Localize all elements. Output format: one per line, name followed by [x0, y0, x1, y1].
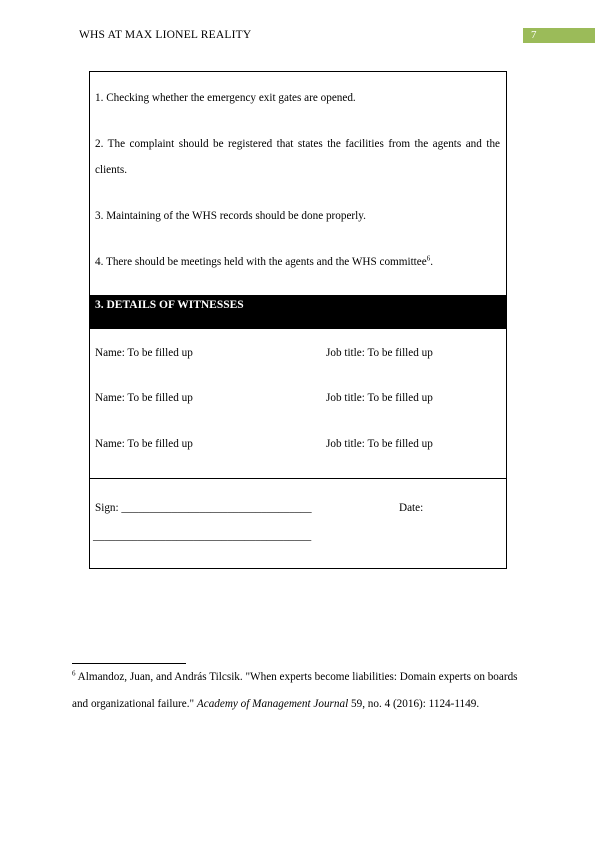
- action-item-4: [95, 249, 500, 275]
- action-item-1: 1. Checking whether the emergency exit gates are opened.: [95, 92, 356, 104]
- form-box: [89, 71, 507, 569]
- witness-2-name: Name: To be filled up: [95, 392, 193, 404]
- sign-line: Sign: __________________________________: [95, 502, 312, 514]
- witness-1-job: Job title: To be filled up: [326, 347, 433, 359]
- running-header-title: WHS AT MAX LIONEL REALITY: [79, 29, 252, 41]
- action-item-3: 3. Maintaining of the WHS records should be done properly.: [95, 210, 366, 222]
- footnote-ref: 6: [426, 254, 431, 263]
- action-item-4-suffix: .: [430, 256, 434, 268]
- signature-second-line: _______________________________________: [93, 530, 312, 542]
- footnote-journal: Academy of Management Journal: [196, 698, 349, 710]
- witness-1-name: Name: To be filled up: [95, 347, 193, 359]
- action-item-2: 2. The complaint should be registered that states the facilities from the agents and the clients.: [95, 138, 500, 176]
- footnote-number: 6: [72, 669, 76, 678]
- divider: [90, 478, 506, 479]
- page-number-badge: 7: [523, 28, 595, 43]
- witness-3-job: Job title: To be filled up: [326, 438, 433, 450]
- date-label: Date:: [399, 502, 424, 514]
- witness-2-job: Job title: To be filled up: [326, 392, 433, 404]
- footnote-text-before: Almandoz, Juan, and András Tilcsik. "When experts become liabilities: Domain experts on boards and organizational failure.": [72, 671, 518, 710]
- action-item-4-text: 4. There should be meetings held with the agents and the WHS committee: [95, 256, 427, 268]
- witness-3-name: Name: To be filled up: [95, 438, 193, 450]
- footnote-text-after: 59, no. 4 (2016): 1124-1149.: [348, 698, 480, 710]
- footnote: [72, 664, 524, 718]
- section-header-witnesses: 3. DETAILS OF WITNESSES: [90, 295, 506, 329]
